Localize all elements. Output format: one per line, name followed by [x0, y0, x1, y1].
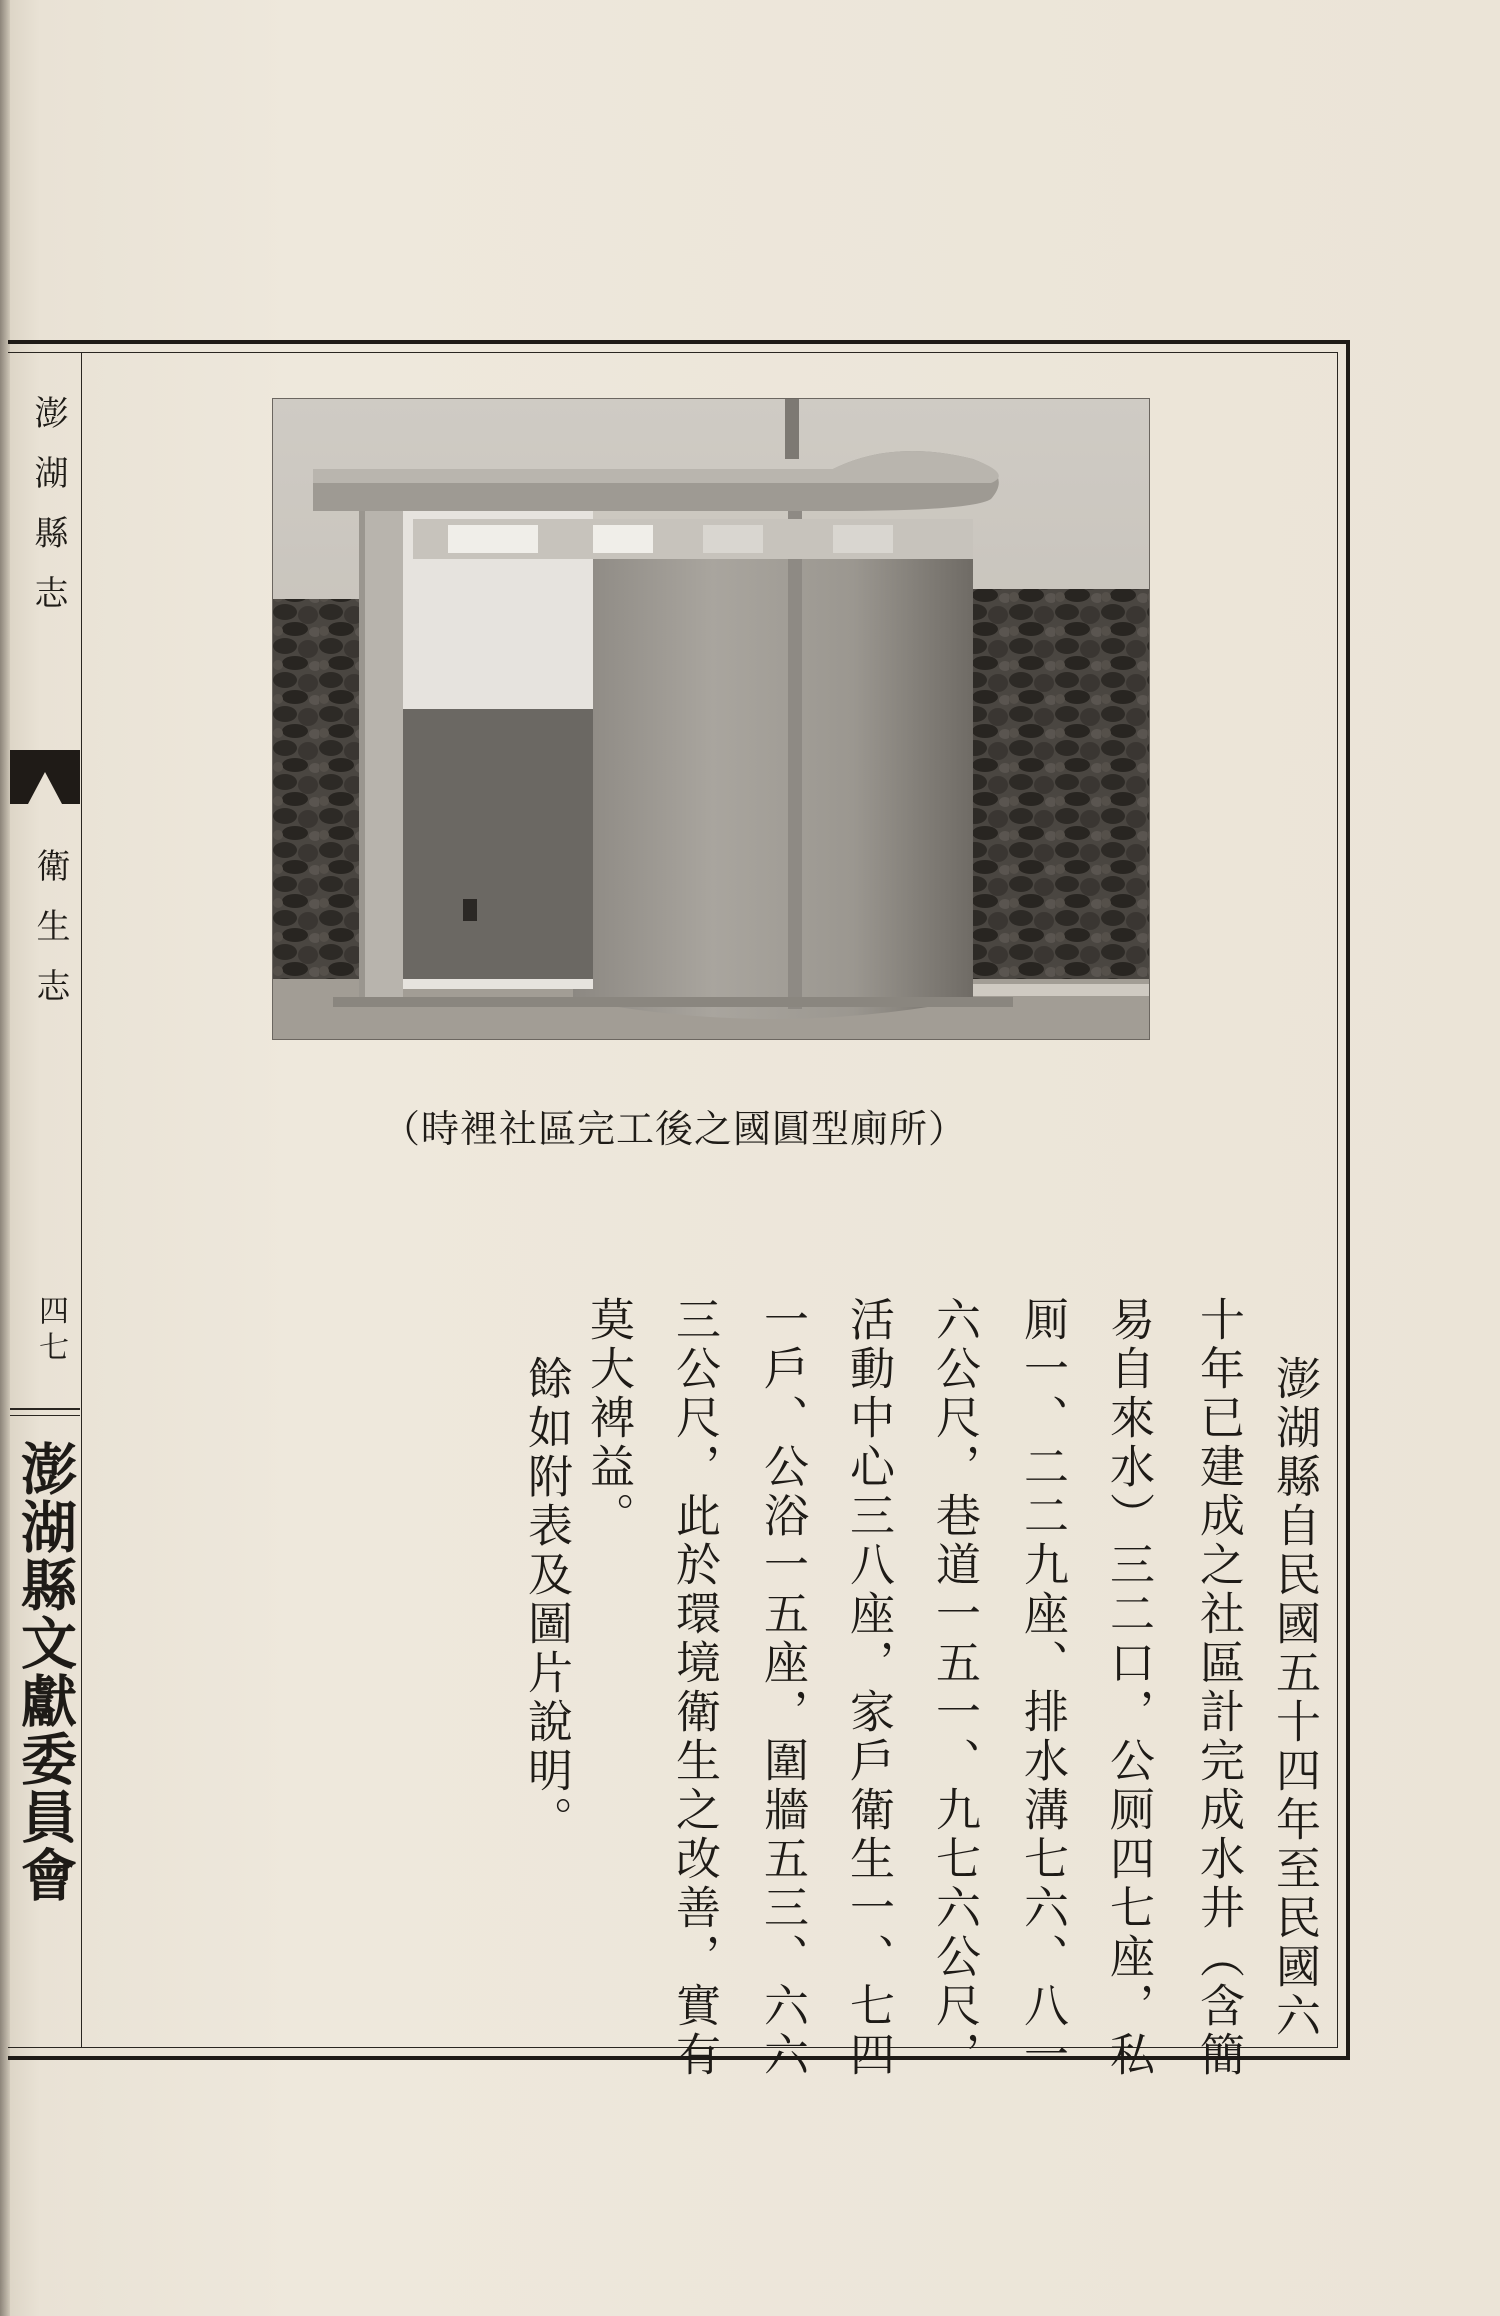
- text-column-6: 活動中心三八座，家戶衛生一、七四: [842, 1296, 895, 2080]
- publisher-name: 澎湖縣文獻委員會: [12, 1440, 78, 1904]
- text-column-1: 澎湖縣自民國五十四年至民國六: [1268, 1355, 1321, 2041]
- text-column-3: 易自來水）三二口，公厕四七座，私: [1102, 1296, 1155, 2080]
- side-divider-thin: [10, 1415, 80, 1416]
- text-column-10: 餘如附表及圖片說明。: [520, 1355, 573, 1845]
- side-divider: [10, 1408, 80, 1410]
- text-column-4: 厠一、二二九座、排水溝七六、八一: [1016, 1296, 1069, 2080]
- text-column-8: 三公尺，此於環境衛生之改善，實有: [668, 1296, 721, 2080]
- photo-caption: （時裡社區完工後之國圓型廁所）: [382, 1107, 968, 1151]
- section-title: 衛生志: [30, 848, 70, 1028]
- fish-tail-ornament-icon: [10, 742, 80, 812]
- text-column-9: 莫大裨益。: [582, 1296, 635, 1541]
- text-column-2: 十年已建成之社區計完成水井（含簡: [1192, 1296, 1245, 2080]
- photo-round-toilet: [272, 398, 1150, 1040]
- text-column-7: 一戶、公浴一五座，圍牆五三、六六: [756, 1296, 809, 2080]
- book-title: 澎湖縣志: [28, 395, 68, 635]
- text-column-5: 六公尺，巷道一五一、九七六公尺，: [928, 1296, 981, 2080]
- page-number: 四七: [33, 1295, 68, 1367]
